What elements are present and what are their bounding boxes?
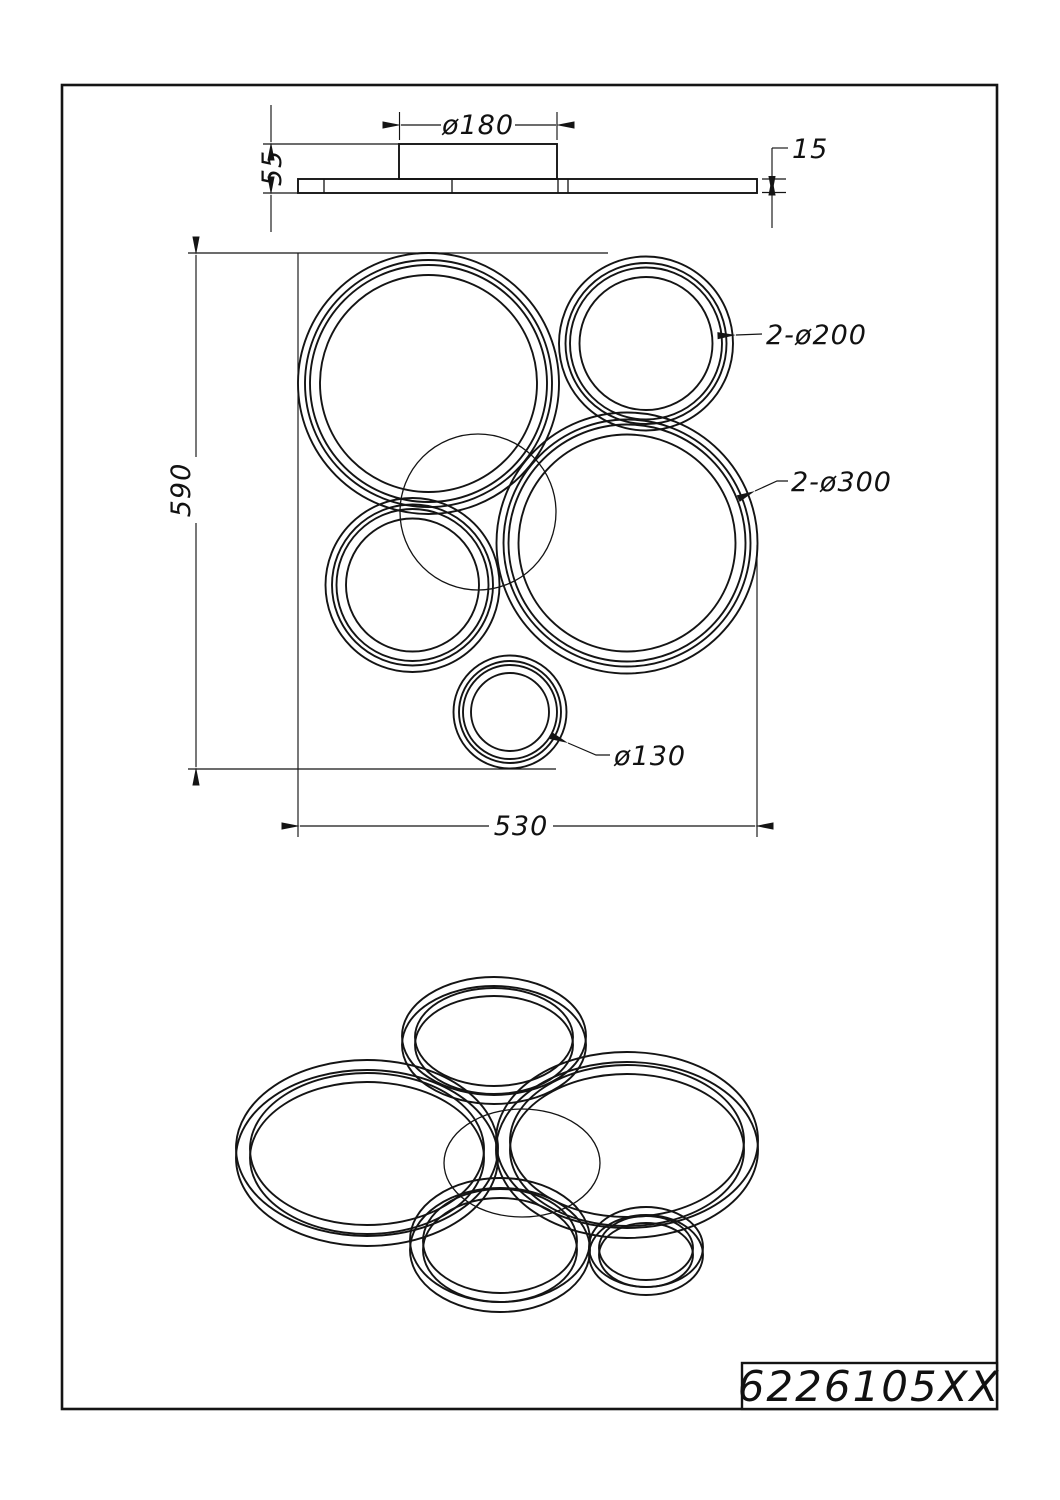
ring-300-top-left — [298, 253, 559, 514]
label-ring-130 — [568, 741, 686, 772]
ring-200-left — [326, 498, 500, 672]
perspective-view — [236, 977, 758, 1312]
side-view-canopy — [399, 144, 557, 179]
dim-plan-height: 590 — [166, 462, 197, 518]
label-rings-300 — [755, 467, 892, 498]
label-rings-200 — [736, 320, 867, 351]
ring-300-right — [497, 413, 758, 674]
part-number-box — [738, 1362, 1001, 1411]
side-view — [257, 105, 828, 232]
dim-plan-width: 530 — [493, 811, 549, 842]
plan-view — [166, 253, 892, 842]
svg-text:2-ø300: 2-ø300 — [791, 467, 892, 498]
persp-ring-300-left — [236, 1060, 498, 1246]
dim-overall-height: 55 — [257, 149, 288, 187]
side-view-plate — [298, 179, 757, 193]
dim-canopy-diameter: ø180 — [441, 110, 515, 141]
part-number: 6226105XX — [737, 1362, 1001, 1411]
ring-200-top-right — [559, 257, 733, 431]
svg-text:2-ø200: 2-ø200 — [766, 320, 867, 351]
svg-text:ø130: ø130 — [614, 741, 687, 772]
persp-ring-130 — [589, 1207, 703, 1295]
ring-130-bottom — [454, 656, 567, 769]
canopy-circle — [400, 434, 556, 590]
dim-plate-thickness: 15 — [792, 134, 829, 165]
drawing-border — [62, 85, 997, 1409]
persp-ring-200-bottom — [410, 1178, 590, 1312]
